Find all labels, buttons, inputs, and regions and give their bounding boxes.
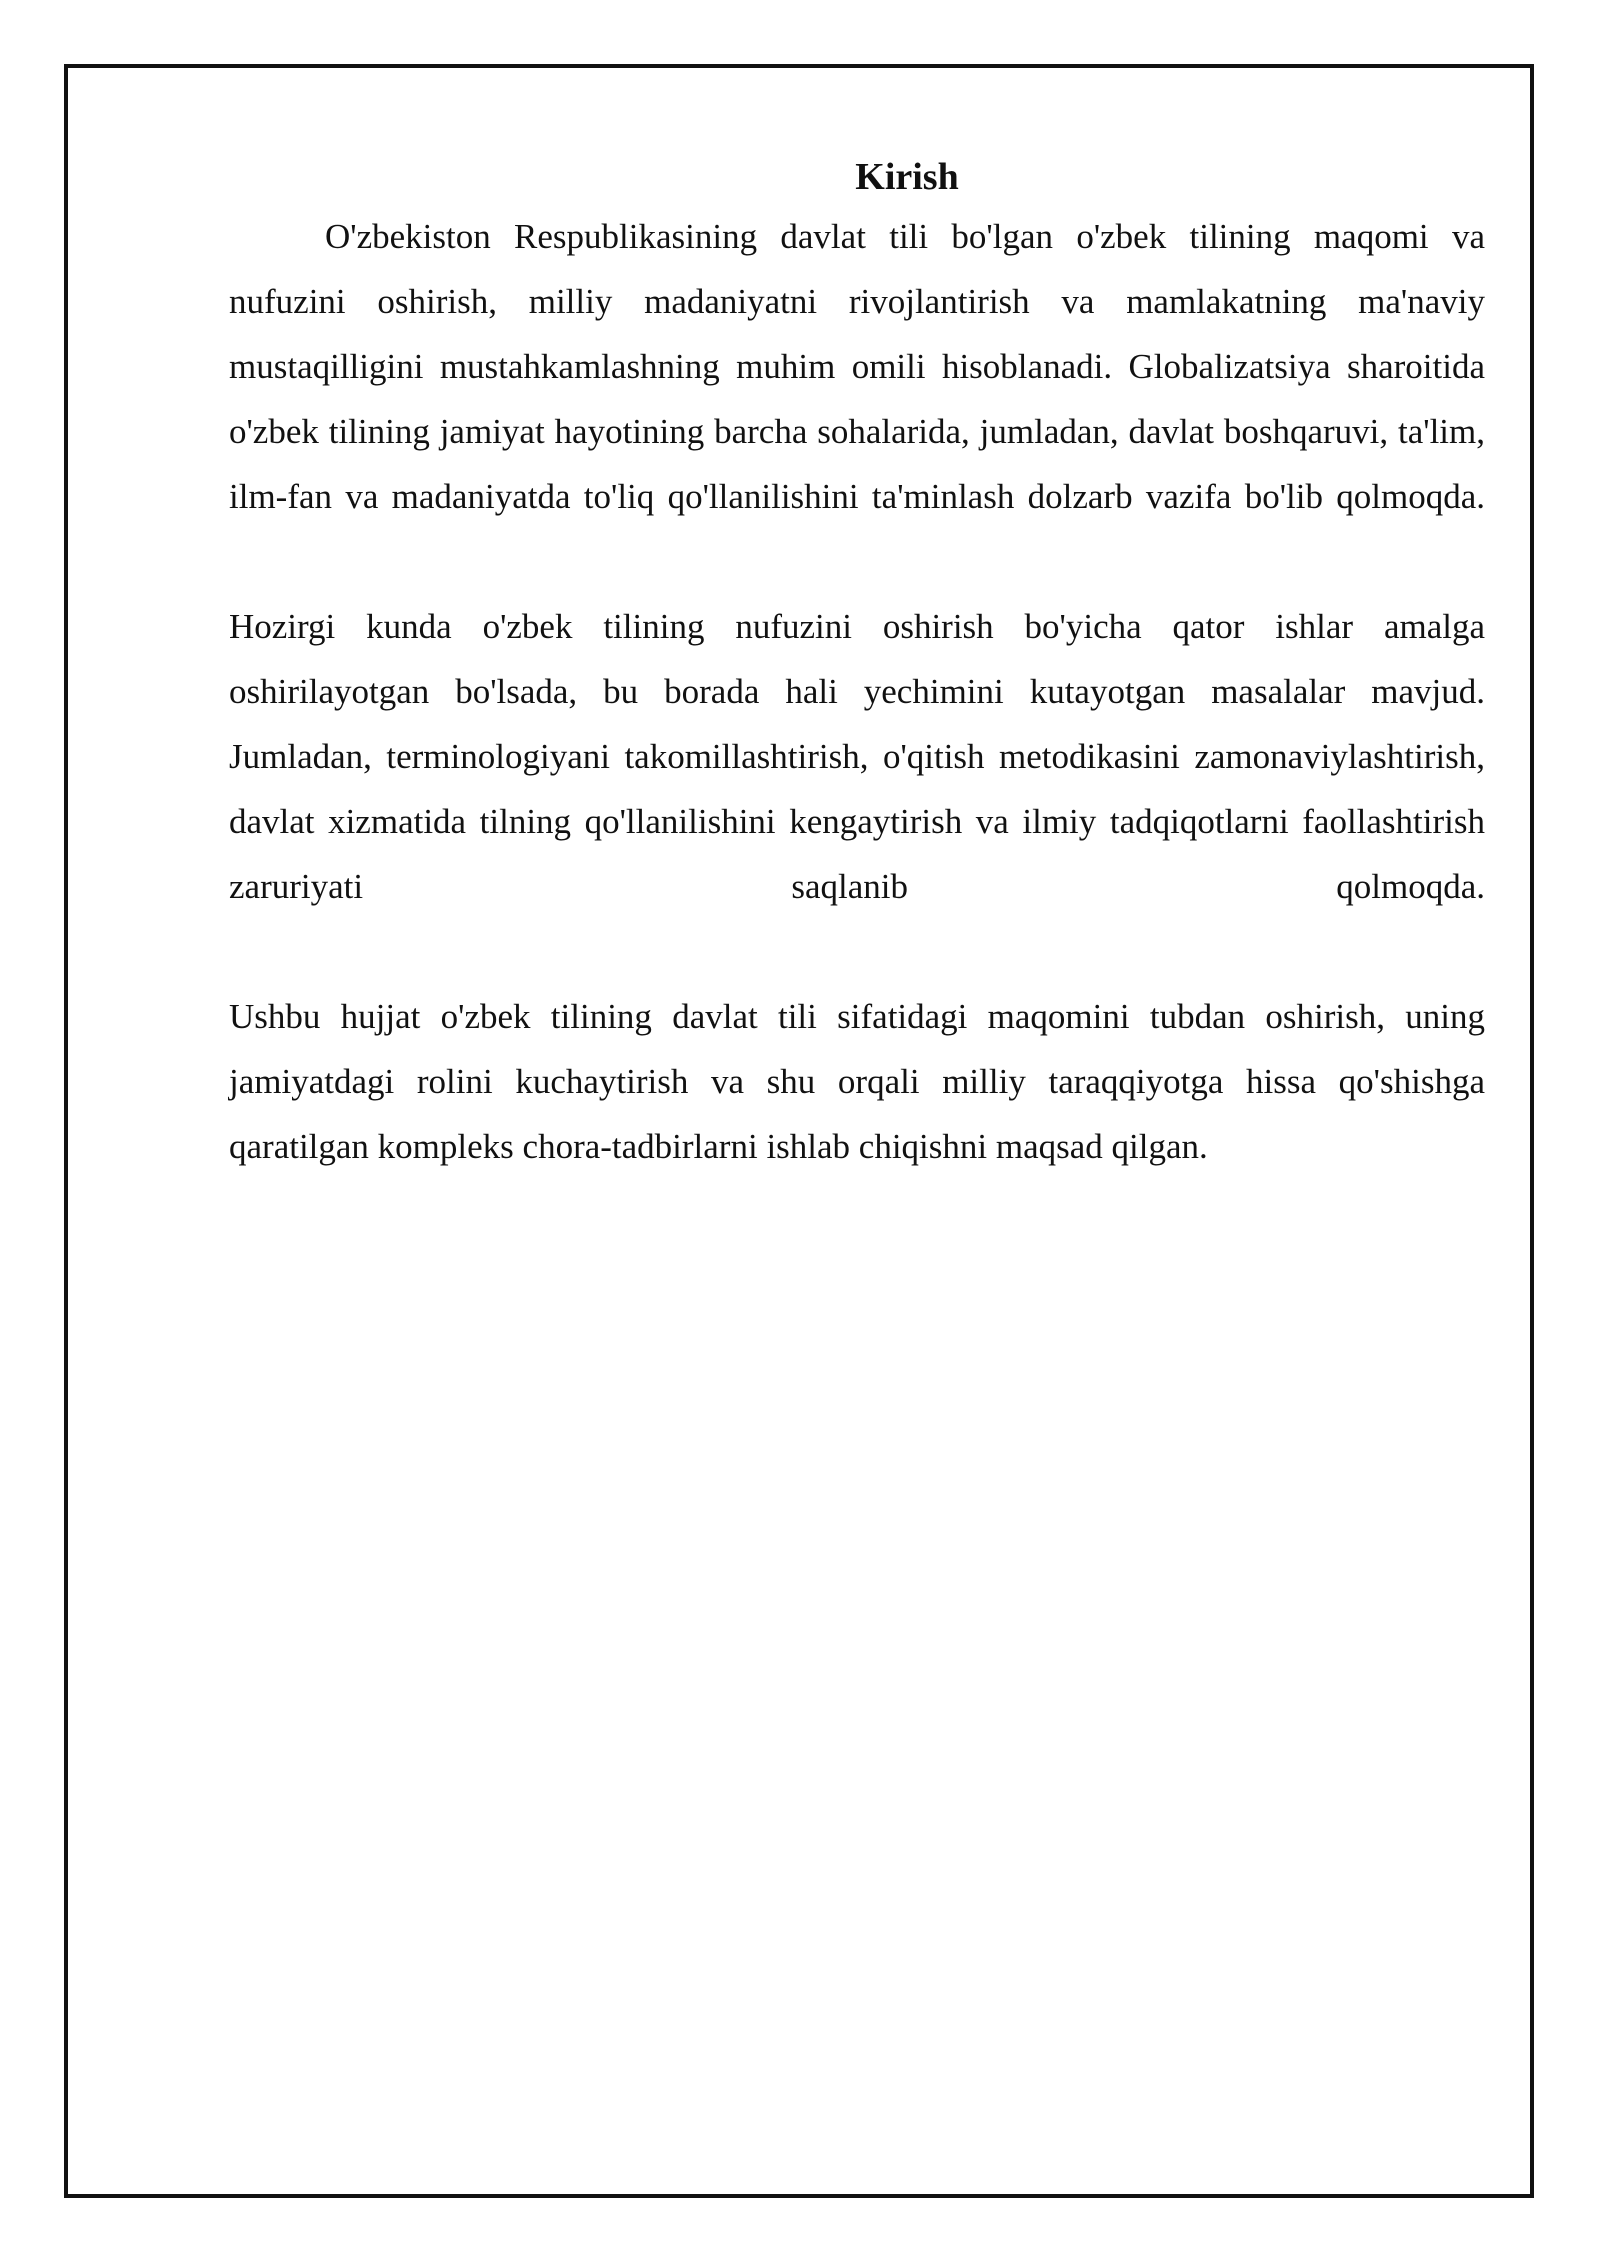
document-body (229, 150, 1485, 1179)
paragraph-purpose: Ushbu hujjat o'zbek tilining davlat tili sifatidagi maqomini tubdan oshirish, uning jamiyatdagi rolini kuchaytirish va shu orqali milliy taraqqiyotga hissa qo'shishga qaratilgan kompleks chora-tadbirlarni ishlab chiqishni maqsad qilgan. (229, 997, 1485, 1166)
paragraph-spacer (229, 529, 1485, 594)
paragraph-current-state: Hozirgi kunda o'zbek tilining nufuzini oshirish bo'yicha qator ishlar amalga oshirilayotgan bo'lsada, bu borada hali yechimini kutayotgan masalalar mavjud. Jumladan, terminologiyani takomillashtirish, o'qitish metodikasini zamonaviylashtirish, davlat xizmatida tilning qo'llanilishini kengaytirish va ilmiy tadqiqotlarni faollashtirish zaruriyati saqlanib qolmoqda. (229, 607, 1485, 906)
document-title: Kirish (855, 156, 959, 198)
paragraph-spacer (229, 919, 1485, 984)
paragraph-intro: O'zbekiston Respublikasining davlat tili bo'lgan o'zbek tilining maqomi va nufuzini oshirish, milliy madaniyatni rivojlantirish va mamlakatning ma'naviy mustaqilligini mustahkamlashning muhim omili hisoblanadi. Globalizatsiya sharoitida o'zbek tilining jamiyat hayotining barcha sohalarida, jumladan, davlat boshqaruvi, ta'lim, ilm-fan va madaniyatda to'liq qo'llanilishini ta'minlash dolzarb vazifa bo'lib qolmoqda. (229, 217, 1485, 516)
